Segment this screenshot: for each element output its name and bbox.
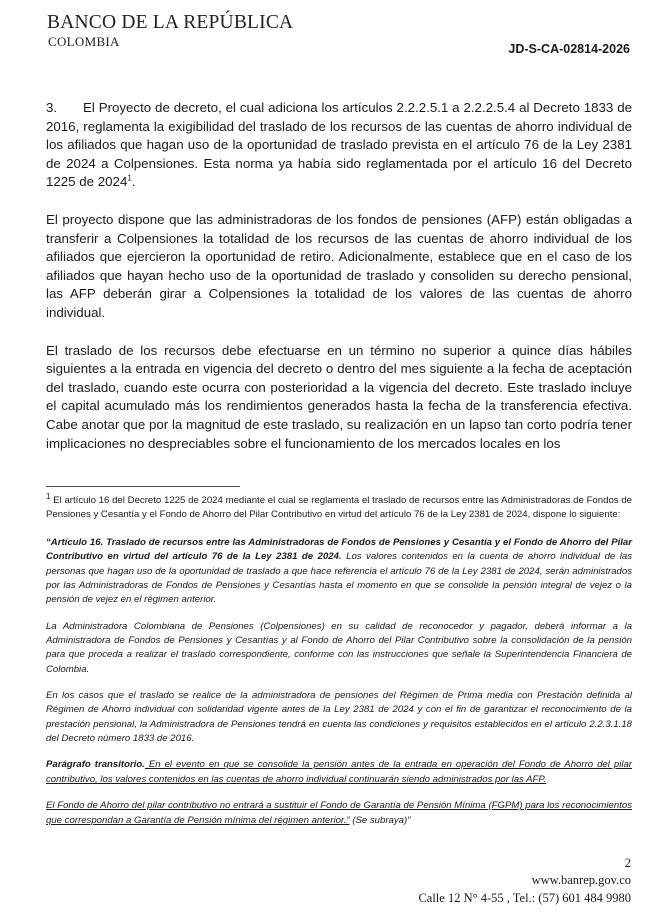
document-body: [46, 99, 632, 453]
transitory-paragraph-title: Parágrafo transitorio.: [46, 759, 145, 771]
quote-article-16-title: “Artículo 16. Traslado de recursos entre las Administradoras de Fondos de Pensiones y Cesantía y el Fondo de Ahorro del Pilar Contributivo en virtud del artículo 76 de la Ley 2381 de 2024.: [46, 536, 632, 563]
footnote-reference[interactable]: 1: [127, 173, 132, 183]
paragraph-transfer-term: El traslado de los recursos debe efectuarse en un término no superior a quince días hábiles siguientes a la entrada en vigencia del decreto o dentro del mes siguiente a la fecha de aceptación del traslado, cuando este ocurra con posterioridad a la vigencia del decreto. Este traslado incluye el capital acumulado más los rendimientos generados hasta la fecha de la transferencia efectiva. Cabe anotar que por la magnitud de este traslado, su realización en un lapso tan corto podría tener implicaciones no despreciables sobre el funcionamiento de los mercados locales en los: [46, 342, 632, 451]
footnote-intro-text: El artículo 16 del Decreto 1225 de 2024 mediante el cual se reglamenta el traslado de recursos entre las Administradoras de Fondos de Pensiones y Cesantía y el Fondo de Ahorro del Pilar Contributivo en virtud del artículo 76 de la Ley 2381 de 2024, dispone lo siguiente:: [46, 495, 632, 521]
paragraph-3: [46, 99, 632, 192]
footnote: [46, 491, 633, 828]
footnote-intro: [46, 491, 632, 523]
transitory-paragraph-text: En el evento en que se consolide la pensión antes de la entrada en operación del Fondo de Ahorro del pilar contributivo, los valores contenidos en las cuentas de ahorro individual continuarán siendo administrados por las AFP.: [46, 759, 633, 785]
paragraph-number: 3.: [46, 100, 58, 115]
quote-article-16: [46, 536, 632, 608]
footnote-marker: 1: [46, 491, 51, 501]
quote-transitory-paragraph: [46, 758, 632, 787]
footnote-divider: [46, 486, 240, 487]
quote-fgpm: [46, 799, 632, 828]
paragraph-3-text: El Proyecto de decreto, el cual adiciona los artículos 2.2.2.5.1 a 2.2.2.5.4 al Decreto 1833 de 2016, reglamenta la exigibilidad del traslado de los recursos de las cuentas de ahorro individual de los afiliados que hagan uso de la oportunidad de traslado prevista en el artículo 76 de la Ley 2381 de 2024 a Colpensiones. Esta norma ya había sido reglamentada por el artículo 16 del Decreto 1225 de 2024: [46, 100, 632, 190]
fgpm-underlined-text: El Fondo de Ahorro del pilar contributivo no entrará a sustituir el Fondo de Garantía de Pensión Mínima (FGPM) para los reconocimientos que correspondan a Garantía de Pensión mínima del régimen anterior.”: [46, 800, 632, 826]
org-country: COLOMBIA: [48, 34, 120, 49]
bank-logo: [47, 12, 293, 49]
quote-article-16-text: Los valores contenidos en la cuenta de ahorro individual de las personas que hagan uso de la oportunidad de traslado a que hace referencia el artículo 76 de la Ley 2381 de 2024, serán administrados por las Administradoras de Fondos de Pensiones y Cesantías hasta el momento en que se consolide la pensión integral de vejez o la pensión de vejez en el régimen anterior.: [46, 551, 632, 606]
quote-transfer-cases: En los casos que el traslado se realice de la administradora de pensiones del Régimen de Prima media con Prestación definida al Régimen de Ahorro individual con solidaridad vigente antes de la Ley 2381 de 2024 y con el fin de garantizar el reconocimiento de la prestación pensional, la Administradora de Pensiones tendrá en cuenta las condiciones y requisitos establecidos en el artículo 2.2.3.1.18 del Decreto número 1833 de 2016.: [46, 690, 632, 745]
fgpm-tail: (Se subraya)”: [349, 814, 411, 826]
org-name: BANCO DE LA REPÚBLICA: [47, 12, 294, 33]
quote-colpensiones: La Administradora Colombiana de Pensiones (Colpensiones) en su calidad de reconocedor y pagador, deberá informar a la Administradora de Fondos de Pensiones y Cesantías y al Fondo de Ahorro del Pilar Contributivo sobre la consolidación de la pensión para que proceda a realizar el traslado correspondiente, conforme con las instrucciones que señale la Superintendencia Financiera de Colombia.: [46, 620, 632, 675]
page-number: 2: [624, 856, 631, 870]
paragraph-afp-obligations: El proyecto dispone que las administradoras de los fondos de pensiones (AFP) están obligadas a transferir a Colpensiones la totalidad de los recursos de las cuentas de ahorro individual de los afiliados que ejercieron la oportunidad de retiro. Adicionalmente, establece que en el caso de los afiliados que hayan hecho uso de la oportunidad de traslado y consoliden su derecho pensional, las AFP deberán girar a Colpensiones la totalidad de los valores de las cuentas de ahorro individual.: [46, 211, 632, 320]
website: www.banrep.gov.co: [531, 873, 631, 887]
document-reference: JD-S-CA-02814-2026: [508, 42, 630, 56]
address: Calle 12 N° 4-55 , Tel.: (57) 601 484 9980: [418, 891, 631, 905]
paragraph-3-end: .: [131, 174, 136, 190]
